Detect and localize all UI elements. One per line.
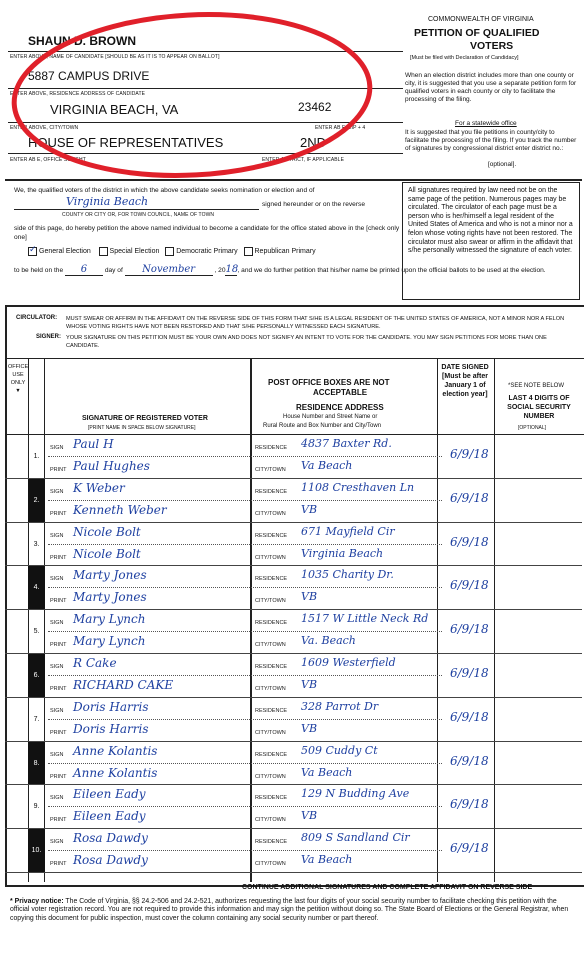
voter-residence[interactable]: 328 Parrot Dr xyxy=(301,699,379,713)
sign-label: SIGN xyxy=(50,664,64,670)
statement-locality: Virginia Beach xyxy=(66,195,149,208)
voter-printed-name[interactable]: Rosa Dawdy xyxy=(73,853,148,868)
table-row xyxy=(5,785,582,828)
candidate-office-label: ENTER AB E, OFFICE SOUGHT xyxy=(10,157,86,163)
table-row xyxy=(5,698,582,741)
form-title-line1: PETITION OF QUALIFIED xyxy=(414,27,540,39)
voter-city[interactable]: VB xyxy=(301,590,318,604)
table-row xyxy=(5,479,582,522)
residence-label: RESIDENCE xyxy=(255,751,288,758)
residence-label: RESIDENCE xyxy=(255,664,288,670)
residence-label: RESIDENCE xyxy=(255,532,288,539)
table-row xyxy=(5,435,582,478)
voter-signature[interactable]: Rosa Dawdy xyxy=(73,831,148,846)
voter-printed-name[interactable]: Anne Kolantis xyxy=(73,765,158,780)
signer-text: YOUR SIGNATURE ON THIS PETITION MUST BE YOUR OWN AND DOES NOT SIGNIFY AN INTENT TO VOTE FOR THE CANDIDATE. YOU MAY SIGN PETITIONS FOR MORE THAN ONE CANDIDATE. xyxy=(66,335,547,349)
sign-label: SIGN xyxy=(50,751,64,758)
date-signed[interactable]: 6/9/18 xyxy=(450,578,489,593)
option-republican[interactable]: Republican Primary xyxy=(244,248,316,255)
filed-note: [Must be filed with Declaration of Candidacy] xyxy=(410,55,519,61)
voter-city[interactable]: VB xyxy=(301,721,318,735)
date-signed[interactable]: 6/9/18 xyxy=(450,666,489,680)
voter-residence[interactable]: 4837 Baxter Rd. xyxy=(301,437,392,450)
print-label: PRINT xyxy=(50,467,67,473)
citytown-label: CITY/TOWN xyxy=(255,773,286,780)
print-label: PRINT xyxy=(50,510,67,517)
statement-part3: side of this page, do hereby petition the above named individual to become a candidate for the office stated above in the [check only one] xyxy=(14,225,400,241)
voter-signature[interactable]: Eileen Eady xyxy=(73,787,146,802)
sign-label: SIGN xyxy=(50,488,64,495)
form-title-line2: VOTERS xyxy=(470,40,514,52)
table-row xyxy=(5,829,582,872)
privacy-text: The Code of Virginia, §§ 24.2-506 and 24.2-521, authorizes requesting the last four digits of your social security number to facilitate checking this petition with the official voter registration record. You are not required to provide this information and may sign the petition without doing so. The State Board of Elections or the General Registrar, when copying this document for public inspection, must cover the column containing any social security number or part thereof. xyxy=(10,898,569,922)
candidate-name-label: ENTER ABOVE, NAME OF CANDIDATE [SHOULD BE AS IT IS TO APPEAR ON BALLOT] xyxy=(10,54,220,60)
date-signed[interactable]: 6/9/18 xyxy=(450,753,489,768)
election-day: 6 xyxy=(65,264,103,276)
row-number: 3. xyxy=(33,540,40,548)
voter-printed-name[interactable]: Doris Harris xyxy=(73,721,149,736)
office-use-label: OFFICE USE ONLY ▼ xyxy=(8,364,29,394)
residence-label: RESIDENCE xyxy=(255,707,288,714)
checkbox-icon xyxy=(99,247,108,256)
print-label: PRINT xyxy=(50,598,67,605)
voter-signature[interactable]: Mary Lynch xyxy=(73,612,146,627)
row-number: 8. xyxy=(28,742,45,785)
voter-city[interactable]: VB xyxy=(301,502,318,516)
row-number: 9. xyxy=(33,803,40,811)
row-number: 1. xyxy=(33,453,40,460)
voter-city[interactable]: Va. Beach xyxy=(301,634,356,648)
candidate-name: SHAUN D. BROWN xyxy=(28,34,136,48)
date-signed[interactable]: 6/9/18 xyxy=(450,797,489,812)
residence-label: RESIDENCE xyxy=(255,839,288,846)
continue-note: CONTINUE ADDITIONAL SIGNATURES AND COMPLETE AFFIDAVIT ON REVERSE SIDE xyxy=(242,884,533,891)
election-month: November xyxy=(125,264,213,276)
date-header: DATE SIGNED [Must be after January 1 of election year] xyxy=(441,364,489,398)
voter-residence[interactable]: 1517 W Little Neck Rd xyxy=(301,612,429,626)
print-label: PRINT xyxy=(50,554,67,561)
circulator-label: CIRCULATOR: xyxy=(16,315,58,321)
table-row xyxy=(5,742,582,785)
row-number: 10. xyxy=(28,829,45,872)
date-signed[interactable]: 6/9/18 xyxy=(450,490,489,505)
red-circle-annotation xyxy=(0,0,420,190)
candidate-zip-label: ENTER AB E, ZIP + 4 xyxy=(315,125,366,131)
candidate-address: 5887 CAMPUS DRIVE xyxy=(28,69,150,83)
citytown-label: CITY/TOWN xyxy=(255,510,286,517)
table-row xyxy=(5,566,582,609)
residence-label: RESIDENCE xyxy=(255,576,288,583)
statement-part1: We, the qualified voters of the district in which the above candidate seeks nomination or election and of xyxy=(14,187,315,194)
voter-signature[interactable]: Doris Harris xyxy=(73,699,149,714)
sign-label: SIGN xyxy=(50,839,64,846)
print-label: PRINT xyxy=(50,729,67,736)
candidate-city: VIRGINIA BEACH, VA xyxy=(50,102,179,117)
option-special[interactable]: Special Election xyxy=(99,248,160,255)
voter-city[interactable]: Va Beach xyxy=(301,853,353,867)
candidate-city-label: ENTER ABOVE, CITY/TOWN xyxy=(10,125,79,131)
row-number: 6. xyxy=(28,654,45,697)
statewide-note: It is suggested that you file petitions in county/city to facilitate the processing of the filing. If you track the number of signatures by congressional district enter district no.: xyxy=(405,129,577,152)
signature-header: SIGNATURE OF REGISTERED VOTER xyxy=(82,415,208,422)
date-signed[interactable]: 6/9/18 xyxy=(450,447,489,461)
voter-city[interactable]: VB xyxy=(301,809,318,823)
date-signed[interactable]: 6/9/18 xyxy=(450,841,489,856)
statewide-heading: For a statewide office xyxy=(455,120,517,127)
voter-city[interactable]: VB xyxy=(301,678,318,691)
statement-locality-label: COUNTY OR CITY OR, FOR TOWN COUNCIL, NAME OF TOWN xyxy=(62,212,215,218)
table-row xyxy=(5,523,582,566)
print-label: PRINT xyxy=(50,817,67,824)
voter-residence[interactable]: 1108 Cresthaven Ln xyxy=(301,480,415,494)
residence-label: RESIDENCE xyxy=(255,488,288,495)
row-number: 2. xyxy=(28,479,45,522)
circulator-text: MUST SWEAR OR AFFIRM IN THE AFFIDAVIT ON THE REVERSE SIDE OF THIS FORM THAT S/HE IS A LEGAL RESIDENT OF THE UNITED STATES OF AMERICA, NOT A MINOR NOR A FELON WHOSE VOTING RIGHTS HAVE NOT BEEN RESTORED AND THAT S/HE PERSONALLY WITNESSED EACH SIGNATURE. xyxy=(66,316,565,330)
signature-subheader: [PRINT NAME IN SPACE BELOW SIGNATURE] xyxy=(88,425,196,431)
option-democratic[interactable]: Democratic Primary xyxy=(165,248,237,255)
optional-label: [optional]. xyxy=(488,161,517,168)
table-row xyxy=(5,654,582,697)
voter-signature[interactable]: Marty Jones xyxy=(73,568,147,583)
candidate-district: 2ND xyxy=(300,135,327,150)
po-header-2: ACCEPTABLE xyxy=(313,388,368,397)
citytown-label: CITY/TOWN xyxy=(255,467,286,473)
voter-printed-name[interactable]: Paul Hughes xyxy=(73,459,150,473)
voter-printed-name[interactable]: Kenneth Weber xyxy=(73,502,167,517)
citytown-label: CITY/TOWN xyxy=(255,861,286,868)
residence-label: RESIDENCE xyxy=(255,620,288,627)
sign-label: SIGN xyxy=(50,576,64,583)
ssn-header: LAST 4 DIGITS OF SOCIAL SECURITY NUMBER xyxy=(507,395,571,420)
election-year: 18 xyxy=(225,264,239,275)
voter-residence[interactable]: 1035 Charity Dr. xyxy=(301,568,394,582)
date-signed[interactable]: 6/9/18 xyxy=(450,622,489,637)
voter-residence[interactable]: 129 N Budding Ave xyxy=(301,787,410,801)
sign-label: SIGN xyxy=(50,707,64,714)
table-row xyxy=(5,610,582,653)
print-label: PRINT xyxy=(50,861,67,868)
voter-residence[interactable]: 509 Cuddy Ct xyxy=(301,743,378,757)
voter-residence[interactable]: 1609 Westerfield xyxy=(301,656,396,669)
voter-residence[interactable]: 671 Mayfield Cir xyxy=(301,524,395,538)
citytown-label: CITY/TOWN xyxy=(255,817,286,824)
voter-signature[interactable]: Nicole Bolt xyxy=(73,524,141,539)
voter-signature[interactable]: Paul H xyxy=(73,437,114,451)
print-label: PRINT xyxy=(50,642,67,649)
voter-printed-name[interactable]: Eileen Eady xyxy=(73,809,146,824)
election-note: When an election district includes more than one county or city, it is suggested that you use a separate petition form for qualified voters in each county or city to facilitate the processing of the filing. xyxy=(405,72,577,103)
voter-city[interactable]: Virginia Beach xyxy=(301,546,384,560)
po-header-1: POST OFFICE BOXES ARE NOT xyxy=(268,378,390,387)
citytown-label: CITY/TOWN xyxy=(255,554,286,561)
statement-part2: signed hereunder or on the reverse xyxy=(262,201,366,208)
checkbox-checked-icon: ✓ xyxy=(29,244,37,254)
residence-sub1: House Number and Street Name or xyxy=(283,414,378,420)
row-number: 4. xyxy=(28,566,45,609)
voter-printed-name[interactable]: Nicole Bolt xyxy=(73,546,141,561)
voter-printed-name[interactable]: RICHARD CAKE xyxy=(73,678,174,692)
residence-header: RESIDENCE ADDRESS xyxy=(296,403,384,412)
sign-label: SIGN xyxy=(50,620,64,627)
candidate-address-label: ENTER ABOVE, RESIDENCE ADDRESS OF CANDIDATE xyxy=(10,91,146,97)
voter-signature[interactable]: Anne Kolantis xyxy=(73,743,158,758)
commonwealth-label: COMMONWEALTH OF VIRGINIA xyxy=(428,16,534,23)
checkbox-icon xyxy=(165,247,174,256)
see-note-header: *SEE NOTE BELOW xyxy=(508,383,565,389)
date-signed[interactable]: 6/9/18 xyxy=(450,709,489,724)
print-label: PRINT xyxy=(50,686,67,692)
checkbox-icon xyxy=(244,247,253,256)
citytown-label: CITY/TOWN xyxy=(255,642,286,649)
notice-text: All signatures required by law need not be on the same page of the petition. Numerous pages may be circulated. The circulator of each page must be a person who is her/himself a legal resident of the United States of America and who is not a minor nor a felon whose voting rights have not been restored. The circulator must also swear or affirm in the affidavit that s/he personally witnessed the signature of each voter. xyxy=(408,187,573,255)
residence-label: RESIDENCE xyxy=(255,445,288,451)
candidate-district-label: ENTER AB TRICT, IF APPLICABLE xyxy=(262,157,344,163)
down-arrow-icon: ▼ xyxy=(15,388,21,394)
date-signed[interactable]: 6/9/18 xyxy=(450,534,489,549)
held-on-line: to be held on the 6 day of November , 2018, and we do further petition that his/her name be printed upon the official ballots to be used at the election. xyxy=(14,264,546,275)
circulator-notice-box xyxy=(402,182,580,300)
voter-signature[interactable]: K Weber xyxy=(73,480,125,495)
sign-label: SIGN xyxy=(50,795,64,802)
print-label: PRINT xyxy=(50,773,67,780)
voter-printed-name[interactable]: Marty Jones xyxy=(73,590,147,605)
row-number: 7. xyxy=(33,715,40,723)
ssn-optional: [OPTIONAL] xyxy=(518,425,547,431)
row-number: 5. xyxy=(33,628,40,636)
voter-signature[interactable]: R Cake xyxy=(73,656,117,670)
voter-city[interactable]: Va Beach xyxy=(301,459,353,472)
citytown-label: CITY/TOWN xyxy=(255,598,286,605)
privacy-notice xyxy=(10,898,578,923)
voter-city[interactable]: Va Beach xyxy=(301,765,353,779)
candidate-zip: 23462 xyxy=(298,100,332,114)
candidate-office: HOUSE OF REPRESENTATIVES xyxy=(28,135,224,150)
sign-label: SIGN xyxy=(50,532,64,539)
citytown-label: CITY/TOWN xyxy=(255,686,286,692)
residence-label: RESIDENCE xyxy=(255,795,288,802)
residence-sub2: Rural Route and Box Number and City/Town xyxy=(263,423,382,429)
voter-printed-name[interactable]: Mary Lynch xyxy=(73,634,146,649)
privacy-label: * Privacy notice: xyxy=(10,898,64,905)
citytown-label: CITY/TOWN xyxy=(255,729,286,736)
election-type-options xyxy=(28,244,316,256)
option-general[interactable]: ✓ General Election xyxy=(29,244,91,256)
sign-label: SIGN xyxy=(50,445,64,451)
voter-residence[interactable]: 809 S Sandland Cir xyxy=(301,831,410,845)
signer-label: SIGNER: xyxy=(36,334,62,340)
